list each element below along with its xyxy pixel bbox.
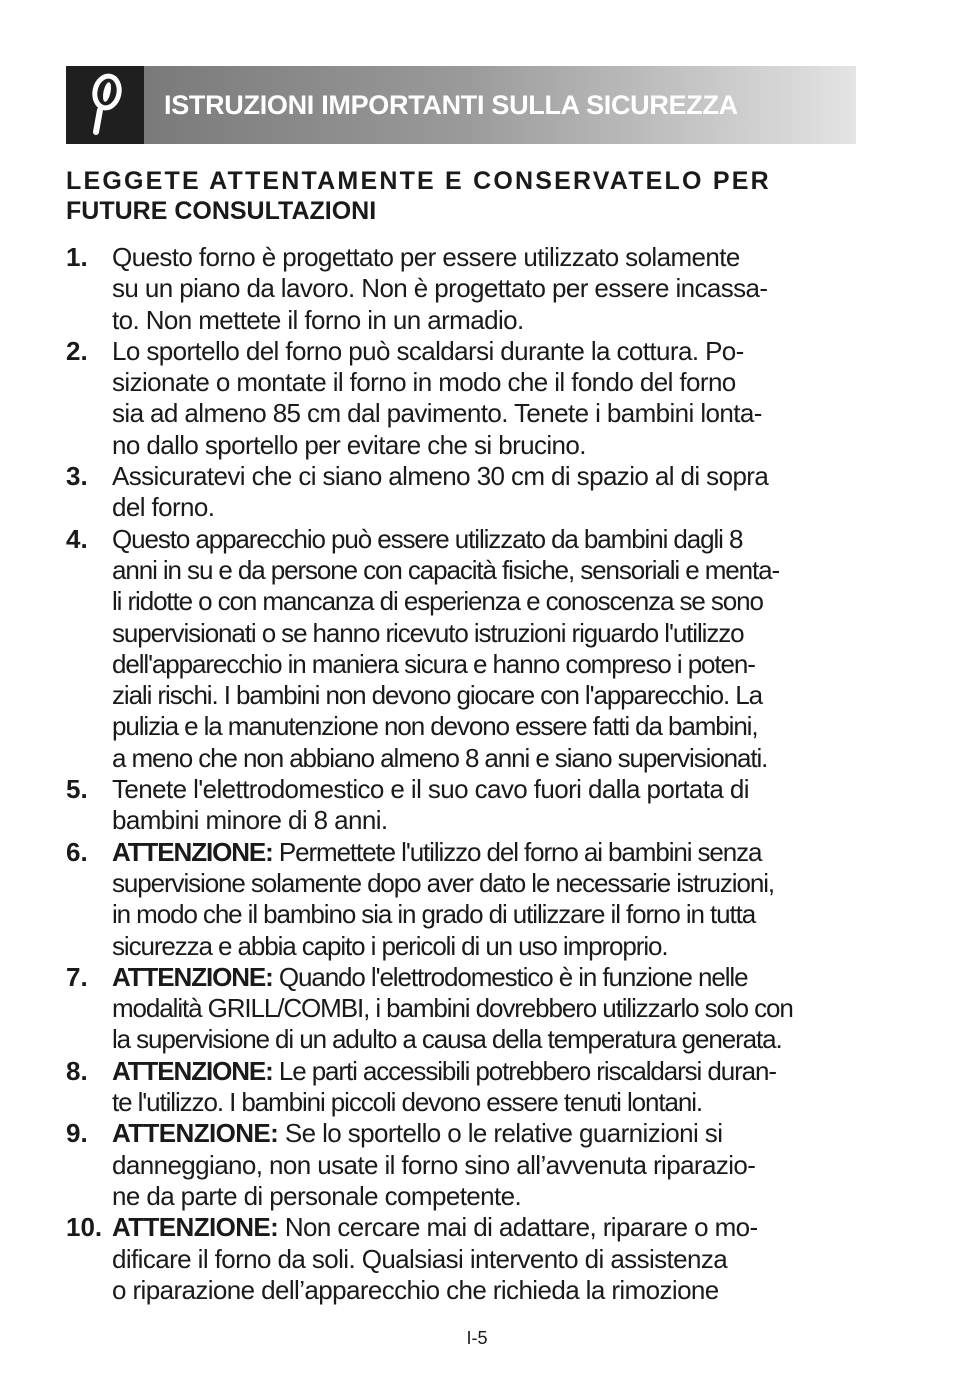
warning-label: ATTENZIONE: [112, 1118, 279, 1149]
item-number: 10. [66, 1212, 103, 1243]
text-line: supervisionati o se hanno ricevuto istruzioni riguardo l'utilizzo [112, 617, 744, 648]
text-line: no dallo sportello per evitare che si brucino. [112, 429, 586, 460]
item-number: 8. [66, 1055, 88, 1086]
text-line: Tenete l'elettrodomestico e il suo cavo fuori dalla portata di [112, 774, 749, 805]
list-item [66, 774, 856, 837]
text-line: supervisione solamente dopo aver dato le necessarie istruzioni, [112, 867, 775, 898]
text-line: to. Non mettete il forno in un armadio. [112, 304, 524, 335]
item-number: 9. [66, 1118, 88, 1149]
text-fragment: Non cercare mai di adattare, riparare o mo- [278, 1212, 758, 1243]
text-fragment: Le parti accessibili potrebbero riscaldarsi duran- [272, 1055, 776, 1086]
item-number: 1. [66, 242, 88, 272]
text-line: danneggiano, non usate il forno sino all’avvenuta riparazio- [112, 1149, 756, 1180]
subtitle-line-1: LEGGETE ATTENTAMENTE E CONSERVATELO PER [66, 167, 771, 195]
list-item [66, 962, 856, 1056]
text-line: sicurezza e abbia capito i pericoli di un uso improprio. [112, 930, 668, 961]
text-line: o riparazione dell’apparecchio che richieda la rimozione [112, 1274, 719, 1305]
text-line [112, 962, 856, 993]
text-fragment: Se lo sportello o le relative guarnizioni si [278, 1118, 723, 1149]
text-line: Lo sportello del forno può scaldarsi durante la cottura. Po- [112, 335, 744, 366]
subtitle [66, 166, 856, 226]
item-text [112, 1212, 856, 1306]
item-number: 6. [66, 836, 88, 867]
list-item [66, 461, 856, 524]
text-line: te l'utilizzo. I bambini piccoli devono essere tenuti lontani. [112, 1087, 703, 1118]
item-number: 4. [66, 523, 88, 554]
text-line: Questo apparecchio può essere utilizzato da bambini dagli 8 [112, 523, 743, 554]
list-item [66, 1212, 856, 1306]
text-line: sia ad almeno 85 cm dal pavimento. Tenete i bambini lonta- [112, 398, 762, 429]
text-line: sizionate o montate il forno in modo che il fondo del forno [112, 367, 736, 398]
list-item [66, 336, 856, 461]
text-line: Assicuratevi che ci siano almeno 30 cm di spazio al di sopra [112, 461, 769, 492]
item-text [112, 524, 856, 774]
text-line: pulizia e la manutenzione non devono essere fatti da bambini, [112, 711, 758, 742]
section-title: ISTRUZIONI IMPORTANTI SULLA SICUREZZA [164, 89, 738, 120]
page-number: I-5 [466, 1328, 488, 1348]
text-line: bambini minore di 8 anni. [112, 805, 388, 836]
item-text [112, 242, 856, 336]
text-line: Questo forno è progettato per essere utilizzato solamente [112, 242, 740, 272]
item-number: 5. [66, 774, 88, 805]
item-text [112, 1056, 856, 1119]
text-line [112, 1118, 856, 1149]
item-number: 3. [66, 461, 88, 492]
text-line: ne da parte di personale competente. [112, 1180, 522, 1211]
subtitle-line-2: FUTURE CONSULTAZIONI [66, 197, 377, 225]
item-text [112, 336, 856, 461]
item-number: 2. [66, 335, 88, 366]
text-line: dificare il forno da soli. Qualsiasi intervento di assistenza [112, 1243, 728, 1274]
list-item [66, 524, 856, 774]
item-text [112, 461, 856, 524]
item-text [112, 962, 856, 1056]
text-fragment: Quando l'elettrodomestico è in funzione nelle [272, 961, 748, 992]
list-item [66, 242, 856, 336]
warning-label: ATTENZIONE: [112, 1055, 273, 1086]
safety-instructions-list [66, 242, 856, 1306]
text-line: dell'apparecchio in maniera sicura e hanno compreso i poten- [112, 648, 755, 679]
text-line: ziali rischi. I bambini non devono giocare con l'apparecchio. La [112, 680, 762, 711]
text-line [112, 1056, 856, 1087]
text-line: modalità GRILL/COMBI, i bambini dovrebbero utilizzarlo solo con [112, 993, 793, 1024]
text-line: anni in su e da persone con capacità fisiche, sensoriali e menta- [112, 554, 780, 585]
item-text [112, 774, 856, 837]
text-line [112, 837, 856, 868]
text-fragment: Permettete l'utilizzo del forno ai bambini senza [272, 836, 762, 867]
text-line: in modo che il bambino sia in grado di utilizzare il forno in tutta [112, 899, 756, 930]
item-text [112, 837, 856, 962]
text-line: a meno che non abbiano almeno 8 anni e siano supervisionati. [112, 742, 768, 773]
warning-exclamation-icon [83, 72, 127, 138]
item-text [112, 1118, 856, 1212]
item-number: 7. [66, 961, 88, 992]
section-header [66, 66, 856, 144]
warning-label: ATTENZIONE: [112, 836, 273, 867]
text-line: del forno. [112, 492, 215, 523]
text-line: su un piano da lavoro. Non è progettato per essere incassa- [112, 273, 768, 304]
list-item [66, 837, 856, 962]
header-bar [144, 66, 856, 144]
text-line: la supervisione di un adulto a causa della temperatura generata. [112, 1024, 782, 1055]
warning-label: ATTENZIONE: [112, 1212, 279, 1243]
text-line [112, 1212, 856, 1243]
text-line: li ridotte o con mancanza di esperienza e conoscenza se sono [112, 586, 763, 617]
warning-label: ATTENZIONE: [112, 961, 273, 992]
list-item [66, 1056, 856, 1119]
list-item [66, 1118, 856, 1212]
header-icon-box [66, 66, 144, 144]
